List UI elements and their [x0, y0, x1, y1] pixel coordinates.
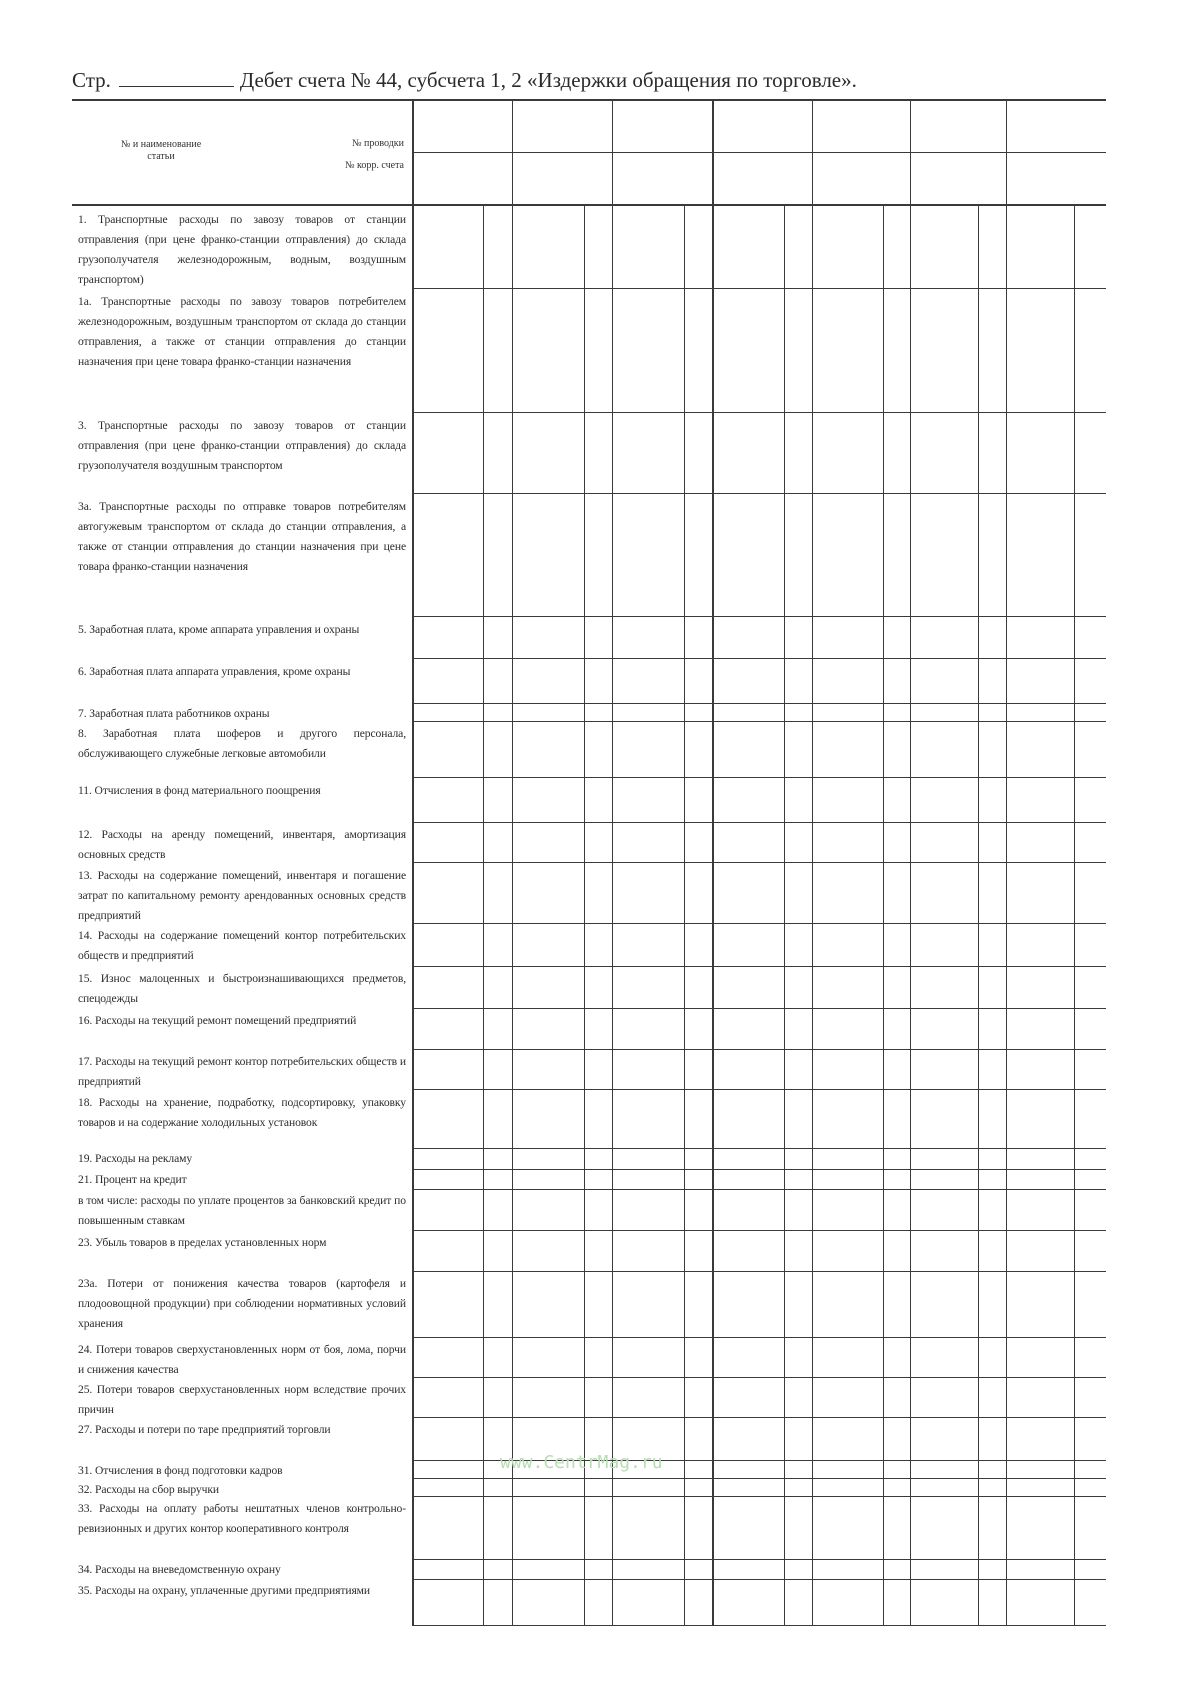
article-label: 11. Отчисления в фонд материального поощрения — [78, 784, 321, 797]
subcolumn-divider — [1074, 205, 1075, 1625]
row-rule — [412, 862, 1106, 863]
row-rule — [412, 288, 1106, 289]
watermark: www.CentrMag.ru — [500, 1452, 663, 1473]
row-rule — [412, 1008, 1106, 1009]
article-label: 3. Транспортные расходы по завозу товаров от станции отправления (при цене франко-станции отправления) до склада грузополучателя воздушным транспортом — [78, 419, 406, 472]
article-label: 24. Потери товаров сверхустановленных норм от боя, лома, порчи и снижения качества — [78, 1343, 406, 1376]
article-label: 3а. Транспортные расходы по отправке товаров потребителям автогужевым транспортом от склада до станции отправления, а также от станции отправления до станции назначения при цене товара франко-станции назначения — [78, 500, 406, 573]
article-label: 33. Расходы на оплату работы нештатных членов контрольно-ревизионных и других контор кооперативного контроля — [78, 1502, 406, 1535]
article-label: 8. Заработная плата шоферов и другого персонала, обслуживающего служебные легковые автомобили — [78, 727, 406, 760]
row-rule — [412, 412, 1106, 413]
article-label: 6. Заработная плата аппарата управления, кроме охраны — [78, 665, 351, 678]
article-label: 23а. Потери от понижения качества товаров (картофеля и плодоовощной продукции) при соблюдении нормативных условий хранения — [78, 1277, 406, 1330]
entry-number-label: № проводки — [351, 138, 404, 149]
row-rule — [412, 923, 1106, 924]
article-label: 35. Расходы на охрану, уплаченные другими предприятиями — [78, 1584, 371, 1597]
article-label: 31. Отчисления в фонд подготовки кадров — [78, 1464, 283, 1477]
row-rule — [412, 1417, 1106, 1418]
article-label: 5. Заработная плата, кроме аппарата управления и охраны — [78, 623, 360, 636]
row-rule — [412, 1169, 1106, 1170]
subcolumn-divider — [584, 205, 585, 1625]
article-label: 19. Расходы на рекламу — [78, 1152, 193, 1165]
document-header — [72, 68, 1106, 93]
row-rule — [412, 1089, 1106, 1090]
row-rule — [412, 1478, 1106, 1479]
row-rule — [412, 703, 1106, 704]
article-label: 21. Процент на кредит — [78, 1173, 187, 1186]
row-rule — [412, 1271, 1106, 1272]
article-label: 15. Износ малоценных и быстроизнашивающихся предметов, спецодежды — [78, 972, 406, 1005]
row-rule — [412, 493, 1106, 494]
article-label: 13. Расходы на содержание помещений, инвентаря и погашение затрат по капитальному ремонту арендованных основных средств предприятий — [78, 869, 406, 922]
row-rule — [412, 1049, 1106, 1050]
row-rule — [412, 1377, 1106, 1378]
article-label: 16. Расходы на текущий ремонт помещений предприятий — [78, 1014, 357, 1027]
article-label: 18. Расходы на хранение, подработку, подсортировку, упаковку товаров и на содержание холодильных установок — [78, 1096, 406, 1129]
article-label: 23. Убыль товаров в пределах установленных норм — [78, 1236, 327, 1249]
article-column-label: № и наименование статьи — [120, 139, 202, 162]
row-rule — [412, 1496, 1106, 1497]
row-rule — [412, 1148, 1106, 1149]
article-label: 12. Расходы на аренду помещений, инвентаря, амортизация основных средств — [78, 828, 406, 861]
article-label: 7. Заработная плата работников охраны — [78, 707, 270, 720]
article-label: 14. Расходы на содержание помещений контор потребительских обществ и предприятий — [78, 929, 406, 962]
page-number-blank[interactable] — [119, 68, 234, 87]
row-rule — [412, 1337, 1106, 1338]
article-label: 27. Расходы и потери по таре предприятий торговли — [78, 1423, 331, 1436]
corr-account-label: № корр. счета — [344, 160, 404, 171]
row-rule — [412, 822, 1106, 823]
subcolumn-divider — [978, 205, 979, 1625]
subcolumn-divider — [483, 205, 484, 1625]
row-rule — [412, 777, 1106, 778]
article-label: 32. Расходы на сбор выручки — [78, 1483, 219, 1496]
top-rule — [72, 99, 1106, 101]
header-split-rule — [412, 152, 1106, 153]
row-rule — [412, 1579, 1106, 1580]
row-rule — [412, 721, 1106, 722]
subcolumn-divider — [883, 205, 884, 1625]
article-label: 1а. Транспортные расходы по завозу товаров потребителем железнодорожным, воздушным транспортом от склада до станции отправления, а также от станции отправления до станции назначения при цене товара франко-станции назначения — [78, 295, 406, 368]
row-rule — [412, 1189, 1106, 1190]
article-label: 17. Расходы на текущий ремонт контор потребительских обществ и предприятий — [78, 1055, 406, 1088]
header-bottom-rule — [72, 204, 1106, 206]
page-label: Стр. — [72, 68, 111, 92]
article-label: 1. Транспортные расходы по завозу товаров от станции отправления (при цене франко-станции отправления) до склада грузополучателя железнодорожным, водным, воздушным транспортом) — [78, 213, 406, 286]
row-rule — [412, 966, 1106, 967]
article-label: в том числе: расходы по уплате процентов за банковский кредит по повышенным ставкам — [78, 1194, 406, 1227]
document-title: Дебет счета № 44, субсчета 1, 2 «Издержки обращения по торговле». — [239, 68, 857, 92]
row-rule — [412, 616, 1106, 617]
article-label: 34. Расходы на вневедомственную охрану — [78, 1563, 281, 1576]
row-rule — [412, 1625, 1106, 1626]
row-rule — [412, 1230, 1106, 1231]
article-label: 25. Потери товаров сверхустановленных норм вследствие прочих причин — [78, 1383, 406, 1416]
row-rule — [412, 1559, 1106, 1560]
row-rule — [412, 658, 1106, 659]
subcolumn-divider — [784, 205, 785, 1625]
subcolumn-divider — [684, 205, 685, 1625]
